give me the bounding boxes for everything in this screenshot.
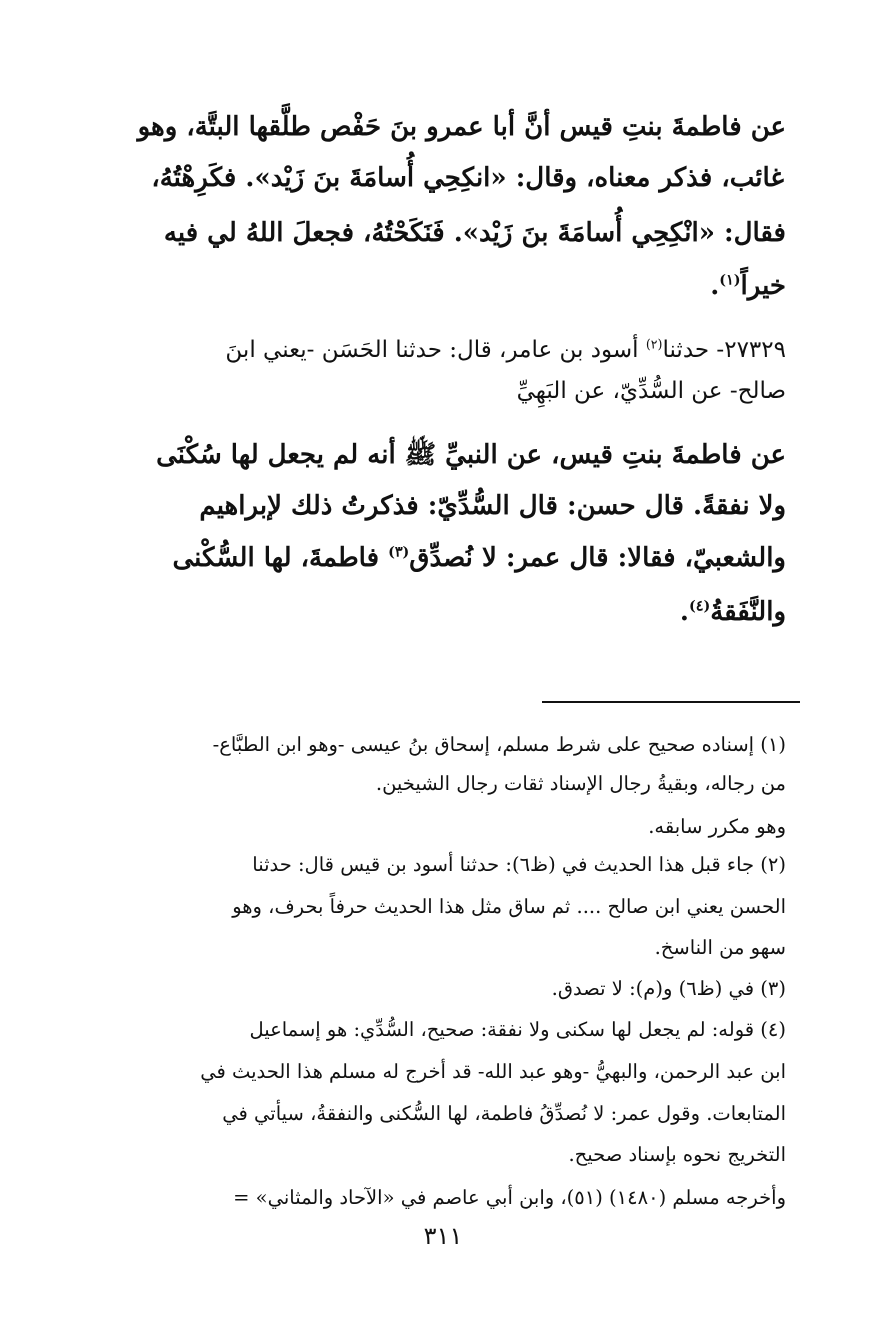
main-text-span: خيراً — [740, 271, 786, 301]
main-text-span: والنَّفَقةُ — [710, 597, 786, 627]
main-line-5: عن فاطمةَ بنتِ قيس، عن النبيِّ ﷺ أنه لم يجعل لها سُكْنَى — [156, 440, 786, 470]
isnad-text: أسود بن عامر، قال: حدثنا الحَسَن -يعني ابنَ — [225, 337, 646, 363]
footnote-2-line-2: الحسن يعني ابن صالح .... ثم ساق مثل هذا الحديث حرفاً بحرف، وهو — [232, 895, 786, 918]
footnote-4-line-4: التخريج نحوه بإسناد صحيح. — [568, 1143, 786, 1166]
footnote-1-line-1: (١) إسناده صحيح على شرط مسلم، إسحاق بنُ عيسى -وهو ابن الطبَّاع- — [212, 733, 786, 756]
footnote-1-line-2: من رجاله، وبقيةُ رجال الإسناد ثقات رجال الشيخين. — [375, 772, 786, 795]
footnote-4-line-3: المتابعات. وقول عمر: لا نُصدِّقُ فاطمة، لها السُّكنى والنفقةُ، سيأتي في — [222, 1102, 786, 1125]
footnote-separator — [542, 701, 800, 703]
hadith-number: ٢٧٣٢٩- حدثنا — [662, 337, 786, 363]
footnote-ref-2: (٢) — [645, 336, 663, 352]
main-line-1: عن فاطمةَ بنتِ قيس أنَّ أبا عمرو بنَ حَفْص طلَّقها البتَّة، وهو — [137, 112, 786, 142]
main-text-span: . — [679, 597, 689, 627]
main-text-span: . — [710, 271, 720, 301]
footnote-3: (٣) في (ظ٦) و(م): لا تصدق. — [551, 977, 786, 1000]
main-line-6: ولا نفقةً. قال حسن: قال السُّدِّيّ: فذكرتُ ذلك لإبراهيم — [199, 491, 786, 521]
main-line-7 — [100, 543, 786, 573]
footnote-2-line-1: (٢) جاء قبل هذا الحديث في (ظ٦): حدثنا أسود بن قيس قال: حدثنا — [252, 853, 786, 876]
footnote-ref-4: (٤) — [688, 598, 711, 615]
page-number: ٣١١ — [423, 1222, 463, 1250]
footnote-4-line-5: وأخرجه مسلم (١٤٨٠) (٥١)، وابن أبي عاصم في «الآحاد والمثاني» = — [233, 1186, 786, 1209]
main-line-2: غائب، فذكر معناه، وقال: «انكِحِي أُسامَةَ بنَ زَيْد». فكَرِهْتُهُ، — [151, 163, 784, 193]
main-line-8 — [100, 597, 786, 627]
isnad-line-2: صالح- عن السُّدِّيّ، عن البَهِيِّ — [516, 378, 786, 404]
isnad-line-1 — [100, 337, 786, 363]
main-text-span: والشعبيّ، فقالا: قال عمر: لا نُصدِّق — [409, 543, 786, 573]
main-text-span: فاطمةَ، لها السُّكْنى — [172, 543, 389, 573]
footnote-2-line-3: سهو من الناسخ. — [654, 936, 786, 959]
main-line-3: فقال: «انْكِحِي أُسامَةَ بنَ زَيْد». فَنَكَحْتُهُ، فجعلَ اللهُ لي فيه — [163, 218, 786, 248]
footnote-ref-3: (٣) — [388, 544, 410, 561]
footnote-4-line-1: (٤) قوله: لم يجعل لها سكنى ولا نفقة: صحيح، السُّدِّي: هو إسماعيل — [249, 1018, 786, 1041]
main-line-4 — [100, 271, 786, 301]
footnote-1-line-3: وهو مكرر سابقه. — [648, 815, 786, 838]
footnote-4-line-2: ابن عبد الرحمن، والبهيُّ -وهو عبد الله- قد أخرج له مسلم هذا الحديث في — [200, 1060, 786, 1083]
footnote-ref-1: (١) — [719, 272, 741, 289]
